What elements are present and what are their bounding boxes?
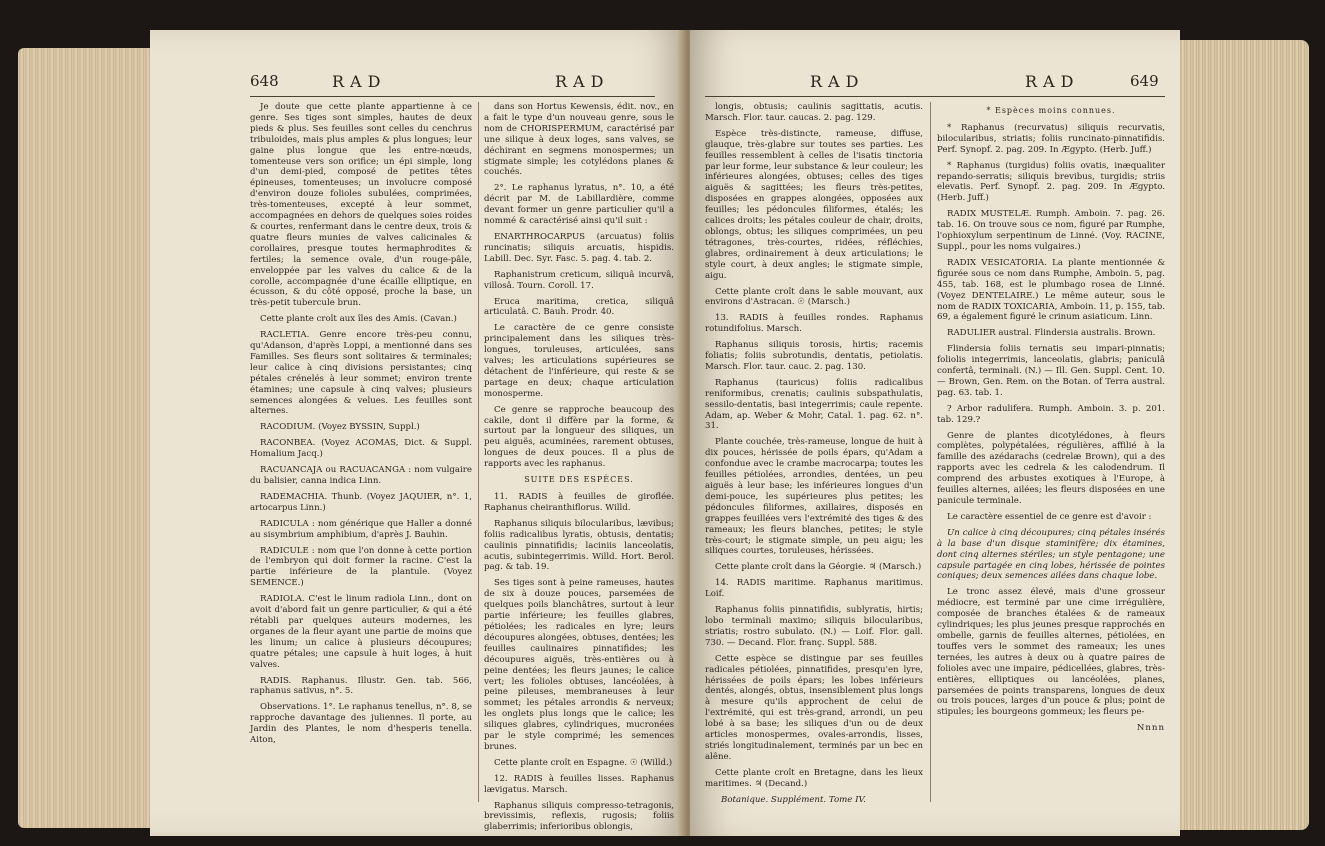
paragraph: Ses tiges sont à peine rameuses, hautes de six à douze pouces, parsemées de quelques poils blanchâtres, surtout à leur partie inférieure; les feuilles glabres, pétiolées; les radicales en lyre; leurs découpures alongées, obtuses, dentées; les feuilles caulinaires pinnatifides; les découpures aiguës, très-entières ou à peine dentées; les fleurs jaunes; le calice vert; les folioles obtuses, lancéolées, à peine pileuses, membraneuses à leur sommet; les pétales arrondis & nerveux; les onglets plus longs que le calice; les siliques glabres, cylindriques, mucronées par le style comprimé; les semences brunes. — [484, 578, 674, 752]
volume-footer: Botanique. Supplément. Tome IV. — [721, 794, 866, 805]
paragraph: RACONBEA. (Voyez ACOMAS, Dict. & Suppl. Homalium Jacq.) — [250, 438, 472, 460]
paragraph: 11. RADIS à feuilles de giroflée. Raphanus cheiranthiflorus. Willd. — [484, 492, 674, 513]
paragraph: Genre de plantes dicotylédones, à fleurs complètes, polypétalées, régulières, affilié à la famille des azédarachs (cedrelæ Brown), qui a des rapports avec les cedrela & les calodendrum. Il comprend des arbustes exotiques à l'Europe, à feuilles alternes, ailées; les fleurs disposées en une panicule terminale. — [937, 430, 1165, 506]
paragraph: Cette plante croît aux îles des Amis. (Cavan.) — [260, 314, 457, 325]
right-page-column-2 — [937, 102, 1165, 822]
paragraph: Cette plante croît en Bretagne, dans les lieux maritimes. ♃ (Decand.) — [705, 767, 923, 789]
right-page-header — [690, 72, 1180, 94]
left-page — [150, 30, 685, 836]
paragraph: RADEMACHIA. Thunb. (Voyez JAQUIER, n°. 1, artocarpus Linn.) — [250, 491, 472, 513]
paragraph: Cette espèce se distingue par ses feuilles radicales pétiolées, pinnatifides, presqu'en lyre, hérissées de poils épars; les lobes inférieurs dentés, alongés, obtus, insensiblement plus longs à mesure qu'ils approchent de celui de l'extrémité, qui est très-grand, arrondi, un peu lobé à sa base; les siliques d'un ou de deux articles monospermes, ovales-arrondis, lisses, striés longitudinalement, terminés par un bec en alêne. — [705, 653, 923, 762]
paragraph: Raphanus siliquis compresso-tetragonis, brevissimis, reflexis, rugosis; foliis glaberrimis; inferioribus oblongis, — [484, 800, 674, 833]
paragraph: Cette plante croît dans la Géorgie. ♃ (Marsch.) — [715, 562, 922, 573]
paragraph: RADULIER austral. Flindersia australis. Brown. — [947, 328, 1156, 339]
paragraph: Cette plante croît en Espagne. ☉ (Willd.) — [494, 757, 673, 768]
paragraph: Raphanistrum creticum, siliquâ incurvâ, villosâ. Tourn. Coroll. 17. — [484, 269, 674, 291]
paragraph: 12. RADIS à feuilles lisses. Raphanus lævigatus. Marsch. — [484, 773, 674, 795]
paragraph: Observations. 1°. Le raphanus tenellus, n°. 8, se rapproche davantage des juliennes. Il porte, au Jardin des Plantes, le nom d'hesperis tenella. Aiton, — [250, 702, 472, 746]
paragraph: RADIS. Raphanus. Illustr. Gen. tab. 566, raphanus sativus, n°. 5. — [250, 675, 472, 697]
paragraph: 2°. Le raphanus lyratus, n°. 10, a été décrit par M. de Labillardière, comme devant former un genre particulier qu'il a nommé & caractérisé ainsi qu'il suit : — [484, 183, 674, 227]
paragraph: Raphanus siliquis bilocularibus, lævibus; foliis radicalibus lyratis, obtusis, dentatis; caulinis pinnatifidis; laciniis lanceolatis, acutis, subintegerrimis. Willd. Hort. Berol. pag. & tab. 19. — [484, 518, 674, 573]
page-number-right: 649 — [1130, 72, 1159, 90]
paragraph: RADIOLA. C'est le linum radiola Linn., dont on avoit d'abord fait un genre particulier, & qui a été rétabli par quelques auteurs modernes, les organes de la fleur ayant une partie de moins que les linum; un calice à plusieurs découpures; quatre pétales; une capsule à huit loges, à huit valves. — [250, 594, 472, 670]
column-divider-right — [930, 102, 931, 802]
paragraph: RADICULE : nom que l'on donne à cette portion de l'embryon qui doit former la racine. C'est la partie inférieure de la plantule. (Voyez SEMENCE.) — [250, 545, 472, 589]
paragraph: RACLETIA. Genre encore très-peu connu, qu'Adanson, d'après Loppi, a mentionné dans ses Familles. Ses fleurs sont solitaires & terminales; leur calice à cinq divisions persistantes; cinq pétales crénelés à leur sommet; environ trente étamines; une capsule à cinq valves; plusieurs semences alongées & velues. Les feuilles sont alternes. — [250, 330, 472, 417]
page-number-left: 648 — [250, 72, 279, 90]
running-head-right-1: RAD — [810, 72, 865, 91]
paragraph: Raphanus siliquis torosis, hirtis; racemis foliatis; foliis subrotundis, dentatis, petiolatis. Marsch. Flor. taur. cauc. 2. pag. 130. — [705, 340, 923, 372]
section-heading: * Espèces moins connues. — [986, 106, 1116, 115]
paragraph: Le caractère de ce genre consiste principalement dans les siliques très-longues, toruleuses, articulées, sans valves; les articulations supérieures se détachent de l'inférieure, qui reste & se partage en deux; chaque articulation monosperme. — [484, 323, 674, 399]
paragraph: ENARTHROCARPUS (arcuatus) foliis runcinatis; siliquis arcuatis, hispidis. Labill. Dec. Syr. Fasc. 5. pag. 4. tab. 2. — [484, 231, 674, 264]
paragraph: Raphanus (tauricus) foliis radicalibus reniformibus, crenatis; caulinis subspathulatis, sessilo-dentatis, basi integerrimis; caule repente. Adam, ap. Weber & Mohr, Catal. 1. pag. 62. n°. 31. — [705, 377, 923, 432]
left-page-header — [150, 72, 685, 94]
paragraph: RADICULA : nom générique que Haller a donné au sisymbrium amphibium, d'après J. Bauhin. — [250, 518, 472, 540]
paragraph: RACUANCAJA ou RACUACANGA : nom vulgaire du balisier, canna indica Linn. — [250, 465, 472, 486]
paragraph: RADIX VESICATORIA. La plante mentionnée & figurée sous ce nom dans Rumphe, Amboin. 5, pag. 455, tab. 168, est le plumbago rosea de Linné. (Voyez DENTELAIRE.) Le même auteur, sous le nom de RADIX TOXICARIA, Amboin. 11, p. 155, tab. 69, a également figuré le crinum asiaticum. Linn. — [937, 257, 1165, 323]
left-page-column-2 — [484, 102, 674, 833]
paragraph: 14. RADIS maritime. Raphanus maritimus. Loif. — [705, 578, 923, 600]
right-page-column-1 — [705, 102, 923, 822]
left-page-edges — [18, 48, 158, 828]
paragraph: ? Arbor radulifera. Rumph. Amboin. 3. p. 201. tab. 129.? — [937, 403, 1165, 425]
running-head-right-2: RAD — [1025, 72, 1080, 91]
paragraph: Eruca maritima, cretica, siliquâ articulatâ. C. Bauh. Prodr. 40. — [484, 296, 674, 318]
left-page-column-1 — [250, 102, 472, 822]
paragraph: Un calice à cinq découpures; cinq pétales insérés à la base d'un disque staminifère; dix étamines, dont cinq alternes stériles; un style pentagone; une capsule partagée en cinq lobes, hérissée de pointes coniques; deux semences ailées dans chaque lobe. — [937, 527, 1165, 582]
section-heading: SUITE DES ESPÈCES. — [524, 475, 634, 485]
paragraph: longis, obtusis; caulinis sagittatis, acutis. Marsch. Flor. taur. caucas. 2. pag. 129. — [705, 102, 923, 123]
header-rule-right — [705, 96, 1165, 97]
paragraph: Plante couchée, très-rameuse, longue de huit à dix pouces, hérissée de poils épars, qu'Adam a confondue avec le crambe macrocarpa; toutes les feuilles pétiolées, arrondies, dentées, un peu aiguës à leur base; les inférieures longues d'un demi-pouce, les supérieures plus petites; les pédoncules filiformes, axillaires, disposés en grappes feuillées vers l'extrémité des tiges & des rameaux; les fleurs blanches, petites; le style très-court; le stigmate simple, un peu aigu; les siliques courtes, toruleuses, hérissées. — [705, 437, 923, 557]
paragraph: Flindersia foliis ternatis seu impari-pinnatis; foliolis integerrimis, lanceolatis, glabris; paniculâ confertâ, terminali. (N.) — Ill. Gen. Suppl. Cent. 10. — Brown, Gen. Rem. on the Botan. of Terra austral. pag. 63. tab. 1. — [937, 344, 1165, 398]
paragraph: Raphanus foliis pinnatifidis, sublyratis, hirtis; lobo terminali maximo; siliquis bilocularibus, striatis; rostro subulato. (N.) — Loif. Flor. gall. 730. — Decand. Flor. franç. Suppl. 588. — [705, 605, 923, 648]
right-page-edges — [1179, 40, 1309, 830]
paragraph: * Raphanus (recurvatus) siliquis recurvatis, bilocularibus, striatis; foliis runcinato-pinnatifidis. Perf. Synopf. 2. pag. 209. In Ægypto. (Herb. Juff.) — [937, 122, 1165, 155]
running-head-left-2: RAD — [555, 72, 610, 91]
paragraph: * Raphanus (turgidus) foliis ovatis, inæqualiter repando-serratis; siliquis brevibus, turgidis; striis elevatis. Perf. Synopf. 2. pag. 209. In Ægypto. (Herb. Juff.) — [937, 160, 1165, 204]
paragraph: Espèce très-distincte, rameuse, diffuse, glauque, très-glabre sur toutes ses parties. Les feuilles ressemblent à celles de l'isatis tinctoria par leur forme, leur substance & leur couleur; les inférieures alongées, obtuses; celles des tiges aiguës & sagittées; les fleurs très-petites, disposées en grappes alongées, opposées aux feuilles; les pédoncules filiformes, étalés; les calices droits; les pétales couleur de chair, droits, oblongs, obtus; les siliques comprimées, un peu tétragones, très-courtes, ridées, réfléchies, glabres, ordinairement à deux articulations; le style court, à deux angles; le stigmate simple, aigu. — [705, 128, 923, 281]
column-divider-left — [478, 102, 479, 802]
paragraph: Le caractère essentiel de ce genre est d'avoir : — [947, 511, 1152, 522]
paragraph: Le tronc assez élevé, mais d'une grosseur médiocre, est terminé par une cime irrégulière, composée de branches étalées & de rameaux cylindriques; les plus jeunes presque rapprochés en ombelle, garnis de feuilles alternes, pétiolées, en touffes vers le sommet des rameaux; les unes ternées, les autres à deux ou à quatre paires de folioles avec une impaire, pédicellées, glabres, très-entières, elliptiques ou lancéolées, planes, parsemées de points transparens, longues de deux ou trois pouces, larges d'un pouce & plus; point de stipules; les bourgeons gommeux; les fleurs pe- — [937, 587, 1165, 718]
paragraph: Ce genre se rapproche beaucoup des cakile, dont il diffère par la forme, & surtout par la longueur des siliques, un peu aiguës, acuminées, rarement obtuses, longues de deux pouces. Il a plus de rapports avec les raphanus. — [484, 404, 674, 470]
paragraph: 13. RADIS à feuilles rondes. Raphanus rotundifolius. Marsch. — [705, 313, 923, 335]
right-page — [690, 30, 1180, 836]
signature-mark: Nnnn — [1136, 723, 1165, 734]
paragraph: dans son Hortus Kewensis, édit. nov., en a fait le type d'un nouveau genre, sous le nom de CHORISPERMUM, caractérisé par une silique à deux loges, sans valves, se déchirant en segmens monospermes; un stigmate simple; les cotylédons planes & couchés. — [484, 102, 674, 178]
paragraph: RADIX MUSTELÆ. Rumph. Amboin. 7. pag. 26. tab. 16. On trouve sous ce nom, figuré par Rumphe, l'ophioxylum serpentinum de Linné. (Voy. RACINE, Suppl., pour les noms vulgaires.) — [937, 209, 1165, 252]
paragraph: Je doute que cette plante appartienne à ce genre. Ses tiges sont simples, hautes de deux pieds & plus. Ses feuilles sont celles du cenchrus tribuloides, mais plus amples & plus longues; leur gaine plus longue que les entre-nœuds, tomenteuse vers son orifice; un épi simple, long d'un demi-pied, composé de petites têtes épineuses, tomenteuses; un involucre composé d'environ douze folioles subulées, comprimées, très-tomenteuses, excepté à leur sommet, accompagnées en dehors de quelques soies roides & courtes, renfermant dans le centre deux, trois & quatre fleurs munies de valves calicinales & corollaires, presque toutes hermaphrodites & fertiles; la semence ovale, d'un rouge-pâle, enveloppée par les valves du calice & de la corolle, accompagnée d'une écaille elliptique, en écusson, & du côté opposé, proche la base, un très-petit tubercule brun. — [250, 102, 472, 309]
paragraph: RACODIUM. (Voyez BYSSIN, Suppl.) — [260, 422, 420, 433]
header-rule-left — [250, 96, 655, 97]
paragraph: Cette plante croît dans le sable mouvant, aux environs d'Astracan. ☉ (Marsch.) — [705, 286, 923, 308]
running-head-left-1: RAD — [332, 72, 387, 91]
